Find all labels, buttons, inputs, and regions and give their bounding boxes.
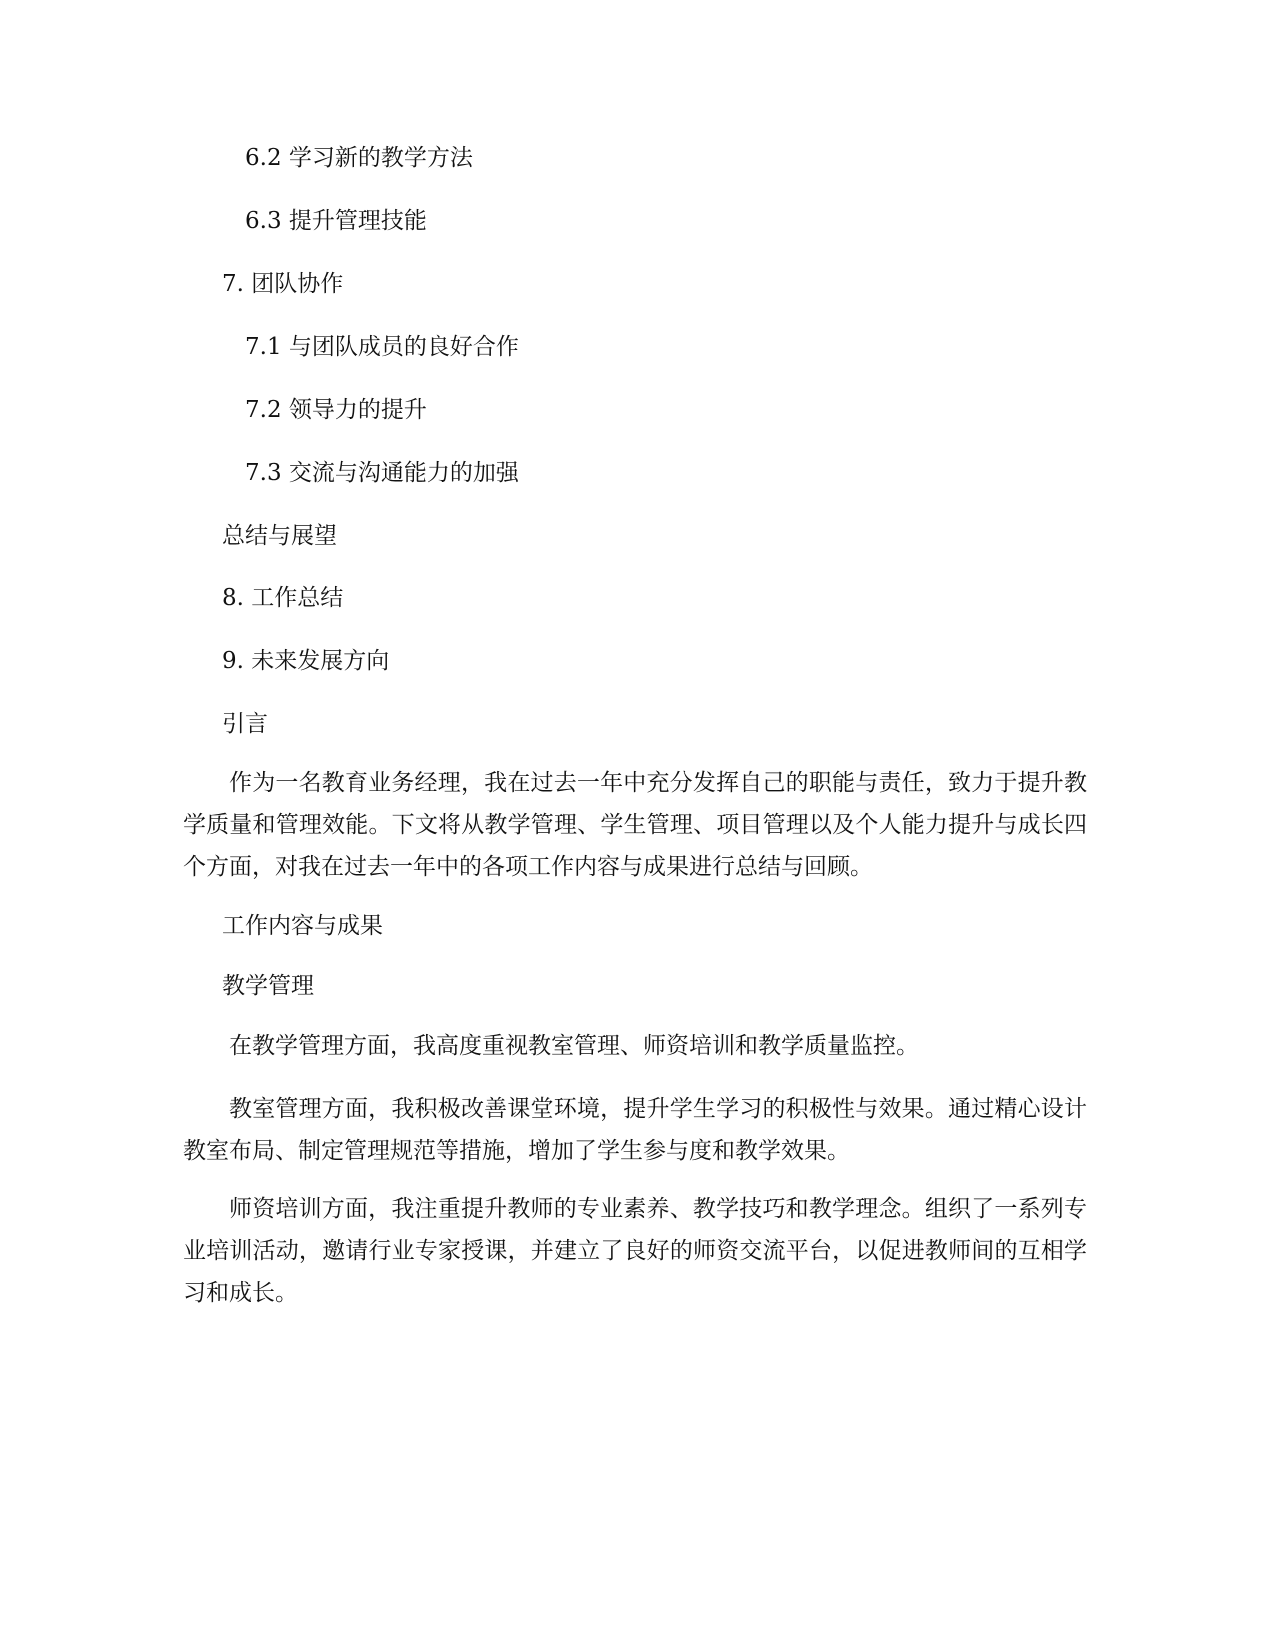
toc-item-9: 9. 未来发展方向 (222, 648, 390, 674)
classroom-paragraph: 教室管理方面，我积极改善课堂环境，提升学生学习的积极性与效果。通过精心设计教室布局、制定管理规范等措施，增加了学生参与度和教学效果。 (183, 1096, 1087, 1164)
training-paragraph: 师资培训方面，我注重提升教师的专业素养、教学技巧和教学理念。组织了一系列专业培训活动，邀请行业专家授课，并建立了良好的师资交流平台，以促进教师间的互相学习和成长。 (183, 1196, 1087, 1306)
work-heading: 工作内容与成果 (222, 913, 383, 939)
toc-item-6-3: 6.3 提升管理技能 (245, 208, 427, 234)
teaching-heading: 教学管理 (222, 973, 314, 999)
toc-item-8: 8. 工作总结 (222, 585, 344, 611)
teaching-paragraph: 在教学管理方面，我高度重视教室管理、师资培训和教学质量监控。 (229, 1033, 919, 1059)
toc-summary-heading: 总结与展望 (222, 523, 337, 549)
intro-heading: 引言 (222, 711, 268, 737)
toc-item-7-3: 7.3 交流与沟通能力的加强 (245, 460, 519, 486)
toc-item-6-2: 6.2 学习新的教学方法 (245, 145, 473, 171)
toc-item-7-2: 7.2 领导力的提升 (245, 397, 427, 423)
toc-item-7-1: 7.1 与团队成员的良好合作 (245, 334, 519, 360)
intro-paragraph: 作为一名教育业务经理，我在过去一年中充分发挥自己的职能与责任，致力于提升教学质量和管理效能。下文将从教学管理、学生管理、项目管理以及个人能力提升与成长四个方面，对我在过去一年中的各项工作内容与成果进行总结与回顾。 (183, 770, 1087, 880)
toc-item-7: 7. 团队协作 (222, 271, 344, 297)
